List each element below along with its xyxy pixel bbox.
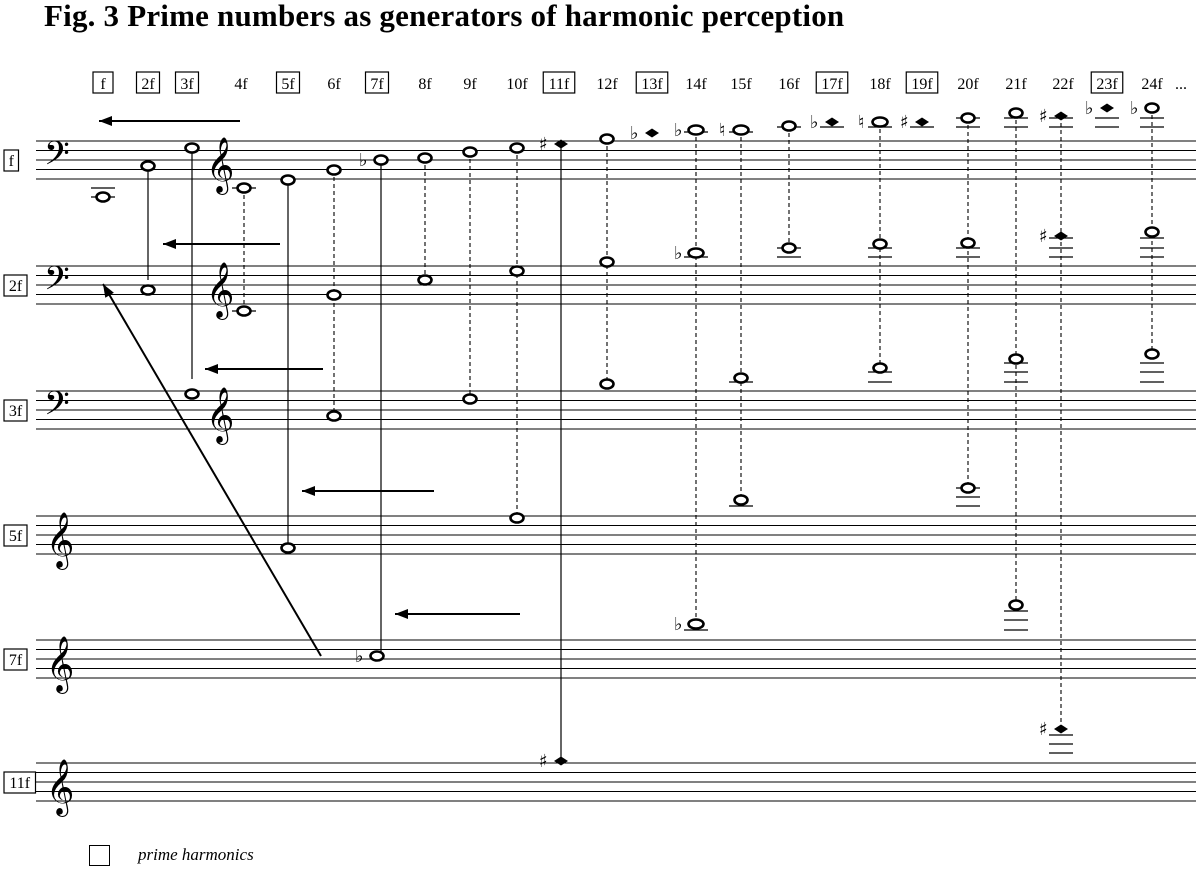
- harmonic-label-13f: 13f: [641, 76, 663, 93]
- whole-note-icon: [874, 240, 887, 249]
- whole-note-icon: [328, 166, 341, 175]
- diamond-note-icon: [825, 118, 839, 127]
- flat-icon: ♭: [810, 112, 819, 133]
- harmonic-label-18f: 18f: [869, 76, 891, 93]
- whole-note-icon: [962, 239, 975, 248]
- harmonic-label-21f: 21f: [1005, 76, 1027, 93]
- diamond-note-icon: [1054, 232, 1068, 241]
- whole-note-icon: [511, 514, 524, 523]
- arrowhead-icon: [99, 116, 112, 126]
- ellipsis-label: ...: [1175, 76, 1187, 93]
- legend-prime-box: [89, 845, 110, 866]
- whole-note-icon: [375, 156, 388, 165]
- bass-clef-icon: 𝄢: [44, 385, 70, 431]
- whole-note-icon: [1146, 350, 1159, 359]
- whole-note-icon: [419, 154, 432, 163]
- flat-icon: ♭: [1130, 98, 1139, 119]
- harmonic-label-14f: 14f: [685, 76, 707, 93]
- harmonic-label-5f: 5f: [281, 76, 295, 93]
- whole-note-icon: [238, 184, 251, 193]
- arrowhead-icon: [163, 239, 176, 249]
- harmonic-label-24f: 24f: [1141, 76, 1163, 93]
- sharp-icon: ♯: [1039, 106, 1048, 127]
- natural-icon: ♮: [719, 120, 726, 141]
- staff-label-5f: 5f: [8, 528, 23, 545]
- whole-note-icon: [783, 244, 796, 253]
- whole-note-icon: [238, 307, 251, 316]
- whole-note-icon: [601, 135, 614, 144]
- flat-icon: ♭: [630, 123, 639, 144]
- whole-note-icon: [1146, 228, 1159, 237]
- flat-icon: ♭: [674, 243, 683, 264]
- whole-note-icon: [783, 122, 796, 131]
- whole-note-icon: [186, 390, 199, 399]
- diamond-note-icon: [645, 129, 659, 138]
- harmonic-label-12f: 12f: [596, 76, 618, 93]
- whole-note-icon: [282, 544, 295, 553]
- whole-note-icon: [962, 114, 975, 123]
- harmonic-label-10f: 10f: [506, 76, 528, 93]
- whole-note-icon: [689, 620, 704, 629]
- whole-note-icon: [873, 118, 888, 127]
- sharp-icon: ♯: [539, 134, 548, 155]
- harmonic-label-9f: 9f: [463, 76, 477, 93]
- flat-icon: ♭: [1085, 98, 1094, 119]
- bass-clef-icon: 𝄢: [44, 135, 70, 181]
- whole-note-icon: [1010, 109, 1023, 118]
- harmonic-label-15f: 15f: [730, 76, 752, 93]
- harmonic-label-2f: 2f: [141, 76, 155, 93]
- sharp-icon: ♯: [900, 112, 909, 133]
- staff-label-11f: 11f: [9, 775, 31, 792]
- whole-note-icon: [962, 484, 975, 493]
- arrowhead-icon: [205, 364, 218, 374]
- whole-note-icon: [511, 267, 524, 276]
- arrowhead-icon: [302, 486, 315, 496]
- natural-icon: ♮: [858, 112, 865, 133]
- staff-label-2f: 2f: [8, 278, 23, 295]
- whole-note-icon: [735, 496, 748, 505]
- diamond-note-icon: [1100, 104, 1114, 113]
- whole-note-icon: [1146, 104, 1159, 113]
- harmonic-label-f: f: [100, 76, 106, 93]
- treble-clef-icon: 𝄞: [46, 636, 75, 692]
- sharp-icon: ♯: [539, 751, 548, 772]
- whole-note-icon: [689, 126, 704, 135]
- harmonic-label-16f: 16f: [778, 76, 800, 93]
- staff-label-f: f: [8, 153, 14, 170]
- flat-icon: ♭: [355, 646, 364, 667]
- legend-label: prime harmonics: [138, 845, 254, 864]
- sharp-icon: ♯: [1039, 719, 1048, 740]
- whole-note-icon: [735, 374, 748, 383]
- harmonic-label-6f: 6f: [327, 76, 341, 93]
- whole-note-icon: [186, 144, 199, 153]
- flat-icon: ♭: [674, 120, 683, 141]
- whole-note-icon: [601, 258, 614, 267]
- harmonic-label-11f: 11f: [548, 76, 570, 93]
- whole-note-icon: [282, 176, 295, 185]
- whole-note-icon: [511, 144, 524, 153]
- figure-title: Fig. 3 Prime numbers as generators of harmonic perception: [44, 0, 845, 33]
- whole-note-icon: [371, 652, 384, 661]
- treble-clef-icon: 𝄞: [206, 387, 235, 443]
- harmonic-label-17f: 17f: [821, 76, 843, 93]
- harmonic-label-4f: 4f: [234, 76, 248, 93]
- whole-note-icon: [142, 162, 155, 171]
- whole-note-icon: [328, 291, 341, 300]
- treble-clef-icon: 𝄞: [46, 512, 75, 568]
- diamond-note-icon: [1054, 112, 1068, 121]
- sharp-icon: ♯: [1039, 226, 1048, 247]
- staff-label-7f: 7f: [8, 652, 23, 669]
- flat-icon: ♭: [359, 150, 368, 171]
- diamond-note-icon: [915, 118, 929, 127]
- diamond-note-icon: [1054, 725, 1068, 734]
- whole-note-icon: [142, 286, 155, 295]
- harmonic-label-3f: 3f: [180, 76, 194, 93]
- whole-note-icon: [689, 249, 704, 258]
- harmonic-label-23f: 23f: [1096, 76, 1118, 93]
- bass-clef-icon: 𝄢: [44, 260, 70, 306]
- whole-note-icon: [464, 395, 477, 404]
- whole-note-icon: [734, 126, 749, 135]
- harmonic-label-19f: 19f: [911, 76, 933, 93]
- whole-note-icon: [1010, 355, 1023, 364]
- whole-note-icon: [601, 380, 614, 389]
- treble-clef-icon: 𝄞: [206, 137, 235, 193]
- treble-clef-icon: 𝄞: [46, 759, 75, 815]
- flat-icon: ♭: [674, 614, 683, 635]
- whole-note-icon: [1010, 601, 1023, 610]
- whole-note-icon: [419, 276, 432, 285]
- harmonic-label-8f: 8f: [418, 76, 432, 93]
- whole-note-icon: [97, 193, 110, 202]
- whole-note-icon: [874, 364, 887, 373]
- harmonic-label-22f: 22f: [1052, 76, 1074, 93]
- staff-label-3f: 3f: [8, 403, 23, 420]
- harmonic-label-7f: 7f: [370, 76, 384, 93]
- arrowhead-icon: [395, 609, 408, 619]
- arrowhead-icon: [103, 284, 114, 298]
- treble-clef-icon: 𝄞: [206, 262, 235, 318]
- whole-note-icon: [328, 412, 341, 421]
- diamond-note-icon: [554, 757, 568, 766]
- whole-note-icon: [464, 148, 477, 157]
- harmonic-label-20f: 20f: [957, 76, 979, 93]
